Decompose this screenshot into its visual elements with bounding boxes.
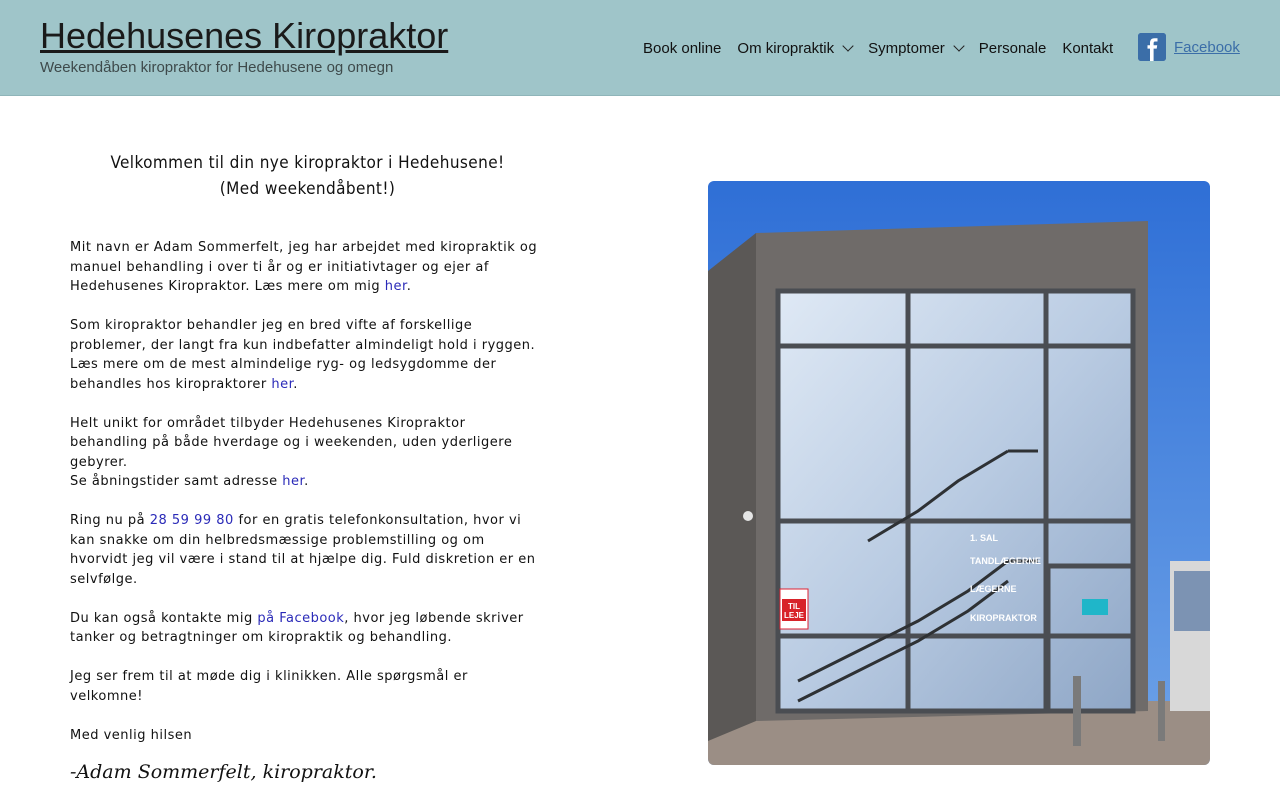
paragraph-text: Du kan også kontakte mig bbox=[70, 610, 258, 626]
closing-paragraph bbox=[70, 667, 545, 706]
nav-item-label: Book online bbox=[643, 39, 722, 57]
welcome-heading bbox=[70, 150, 545, 202]
sign-line-2: LÆGERNE bbox=[970, 584, 1017, 594]
phone-paragraph bbox=[70, 511, 545, 589]
paragraph-text: Helt unikt for området tilbyder Hedehusenes Kiropraktor behandling på både hverdage og i weekenden, uden yderligere gebyrer. bbox=[70, 415, 513, 470]
facebook-icon[interactable] bbox=[1138, 33, 1166, 61]
sign-line-1: TANDLÆGERNE bbox=[970, 556, 1041, 566]
main-content bbox=[70, 150, 545, 783]
paragraph-text: Jeg ser frem til at møde dig i klinikken. Alle spørgsmål er velkomne! bbox=[70, 669, 468, 704]
facebook-link[interactable]: Facebook bbox=[1174, 38, 1240, 56]
welcome-line: Velkommen til din nye kiropraktor i Hedehusene! bbox=[110, 153, 505, 173]
sign-floor: 1. SAL bbox=[970, 533, 999, 543]
paragraph-text: Som kiropraktor behandler jeg en bred vifte af forskellige problemer, der langt fra kun indbefatter almindeligt hold i ryggen. Læs mere om de mest almindelige ryg- og ledsygdomme der behandles hos kiropraktorer bbox=[70, 318, 536, 392]
paragraph-text: for en gratis telefonkonsultation, hvor vi kan snakke om din helbredsmæssige problemstilling og om hvorvidt jeg vil være i stand til at hjælpe dig. Fuld diskretion er en selvfølge. bbox=[70, 513, 536, 587]
nav-item-label: Symptomer bbox=[868, 39, 945, 57]
nav-item-personale[interactable] bbox=[979, 40, 1047, 57]
opening-paragraph: Helt unikt for området tilbyder Hedehusenes Kiropraktor behandling på både hverdage og i weekenden, uden yderligere gebyrer. Se åbningstider samt adresse her. bbox=[70, 415, 513, 489]
poster-line-1: TIL bbox=[788, 602, 800, 611]
main-nav bbox=[643, 38, 1129, 58]
paragraph-text: Mit navn er Adam Sommerfelt, jeg har arbejdet med kiropraktik og manuel behandling i over ti år og er initiativtager og ejer af Hedehusenes Kiropraktor. Læs mere om mig bbox=[70, 240, 538, 294]
paragraph-text: Med venlig hilsen bbox=[70, 727, 193, 743]
welcome-subline: (Med weekendåbent!) bbox=[219, 179, 396, 199]
site-tagline: Weekendåben kiropraktor for Hedehusene og omegn bbox=[40, 59, 394, 76]
paragraph-text: Ring nu på bbox=[70, 513, 150, 528]
intro-paragraph: Mit navn er Adam Sommerfelt, jeg har arbejdet med kiropraktik og manuel behandling i over ti år og er initiativtager og ejer af Hedehusenes Kiropraktor. Læs mere om mig her. bbox=[70, 240, 538, 294]
nav-item-label: Personale bbox=[978, 39, 1047, 57]
conditions-link[interactable]: her bbox=[271, 376, 294, 392]
nav-item-label: Kontakt bbox=[1062, 39, 1114, 57]
nav-item-label: Om kiropraktik bbox=[737, 39, 835, 57]
about-me-link[interactable]: her bbox=[384, 279, 407, 294]
facebook-link-group[interactable] bbox=[1138, 33, 1240, 61]
paragraph-text: , hvor jeg løbende skriver tanker og betragtninger om kiropraktik og behandling. bbox=[70, 610, 524, 645]
site-title[interactable]: Hedehusenes Kiropraktor bbox=[40, 15, 449, 56]
sign-line-3: KIROPRAKTOR bbox=[970, 613, 1037, 623]
poster-line-2: LEJE bbox=[783, 611, 805, 620]
chevron-down-icon bbox=[842, 40, 853, 51]
paragraph-text: Se åbningstider samt adresse bbox=[70, 474, 283, 489]
treatment-paragraph: Som kiropraktor behandler jeg en bred vifte af forskellige problemer, der langt fra kun indbefatter almindeligt hold i ryggen. Læs mere om de mest almindelige ryg- og ledsygdomme der behandles hos kiropraktorer her. bbox=[70, 318, 536, 392]
opening-hours-link[interactable]: her bbox=[282, 474, 305, 489]
facebook-paragraph bbox=[70, 609, 545, 648]
nav-item-symptomer[interactable] bbox=[868, 40, 963, 57]
phone-link[interactable]: 28 59 99 80 bbox=[149, 513, 234, 528]
clinic-building-photo bbox=[708, 181, 1210, 765]
nav-item-kontakt[interactable] bbox=[1062, 40, 1113, 57]
site-header bbox=[0, 0, 1280, 96]
facebook-inline-link[interactable]: på Facebook bbox=[257, 610, 345, 626]
nav-item-om-kiropraktik[interactable] bbox=[737, 40, 852, 57]
greeting bbox=[70, 726, 545, 746]
chevron-down-icon bbox=[953, 40, 964, 51]
building-illustration bbox=[708, 181, 1210, 765]
signature: -Adam Sommerfelt, kiropraktor. bbox=[70, 760, 377, 783]
nav-item-book-online[interactable] bbox=[643, 40, 721, 57]
